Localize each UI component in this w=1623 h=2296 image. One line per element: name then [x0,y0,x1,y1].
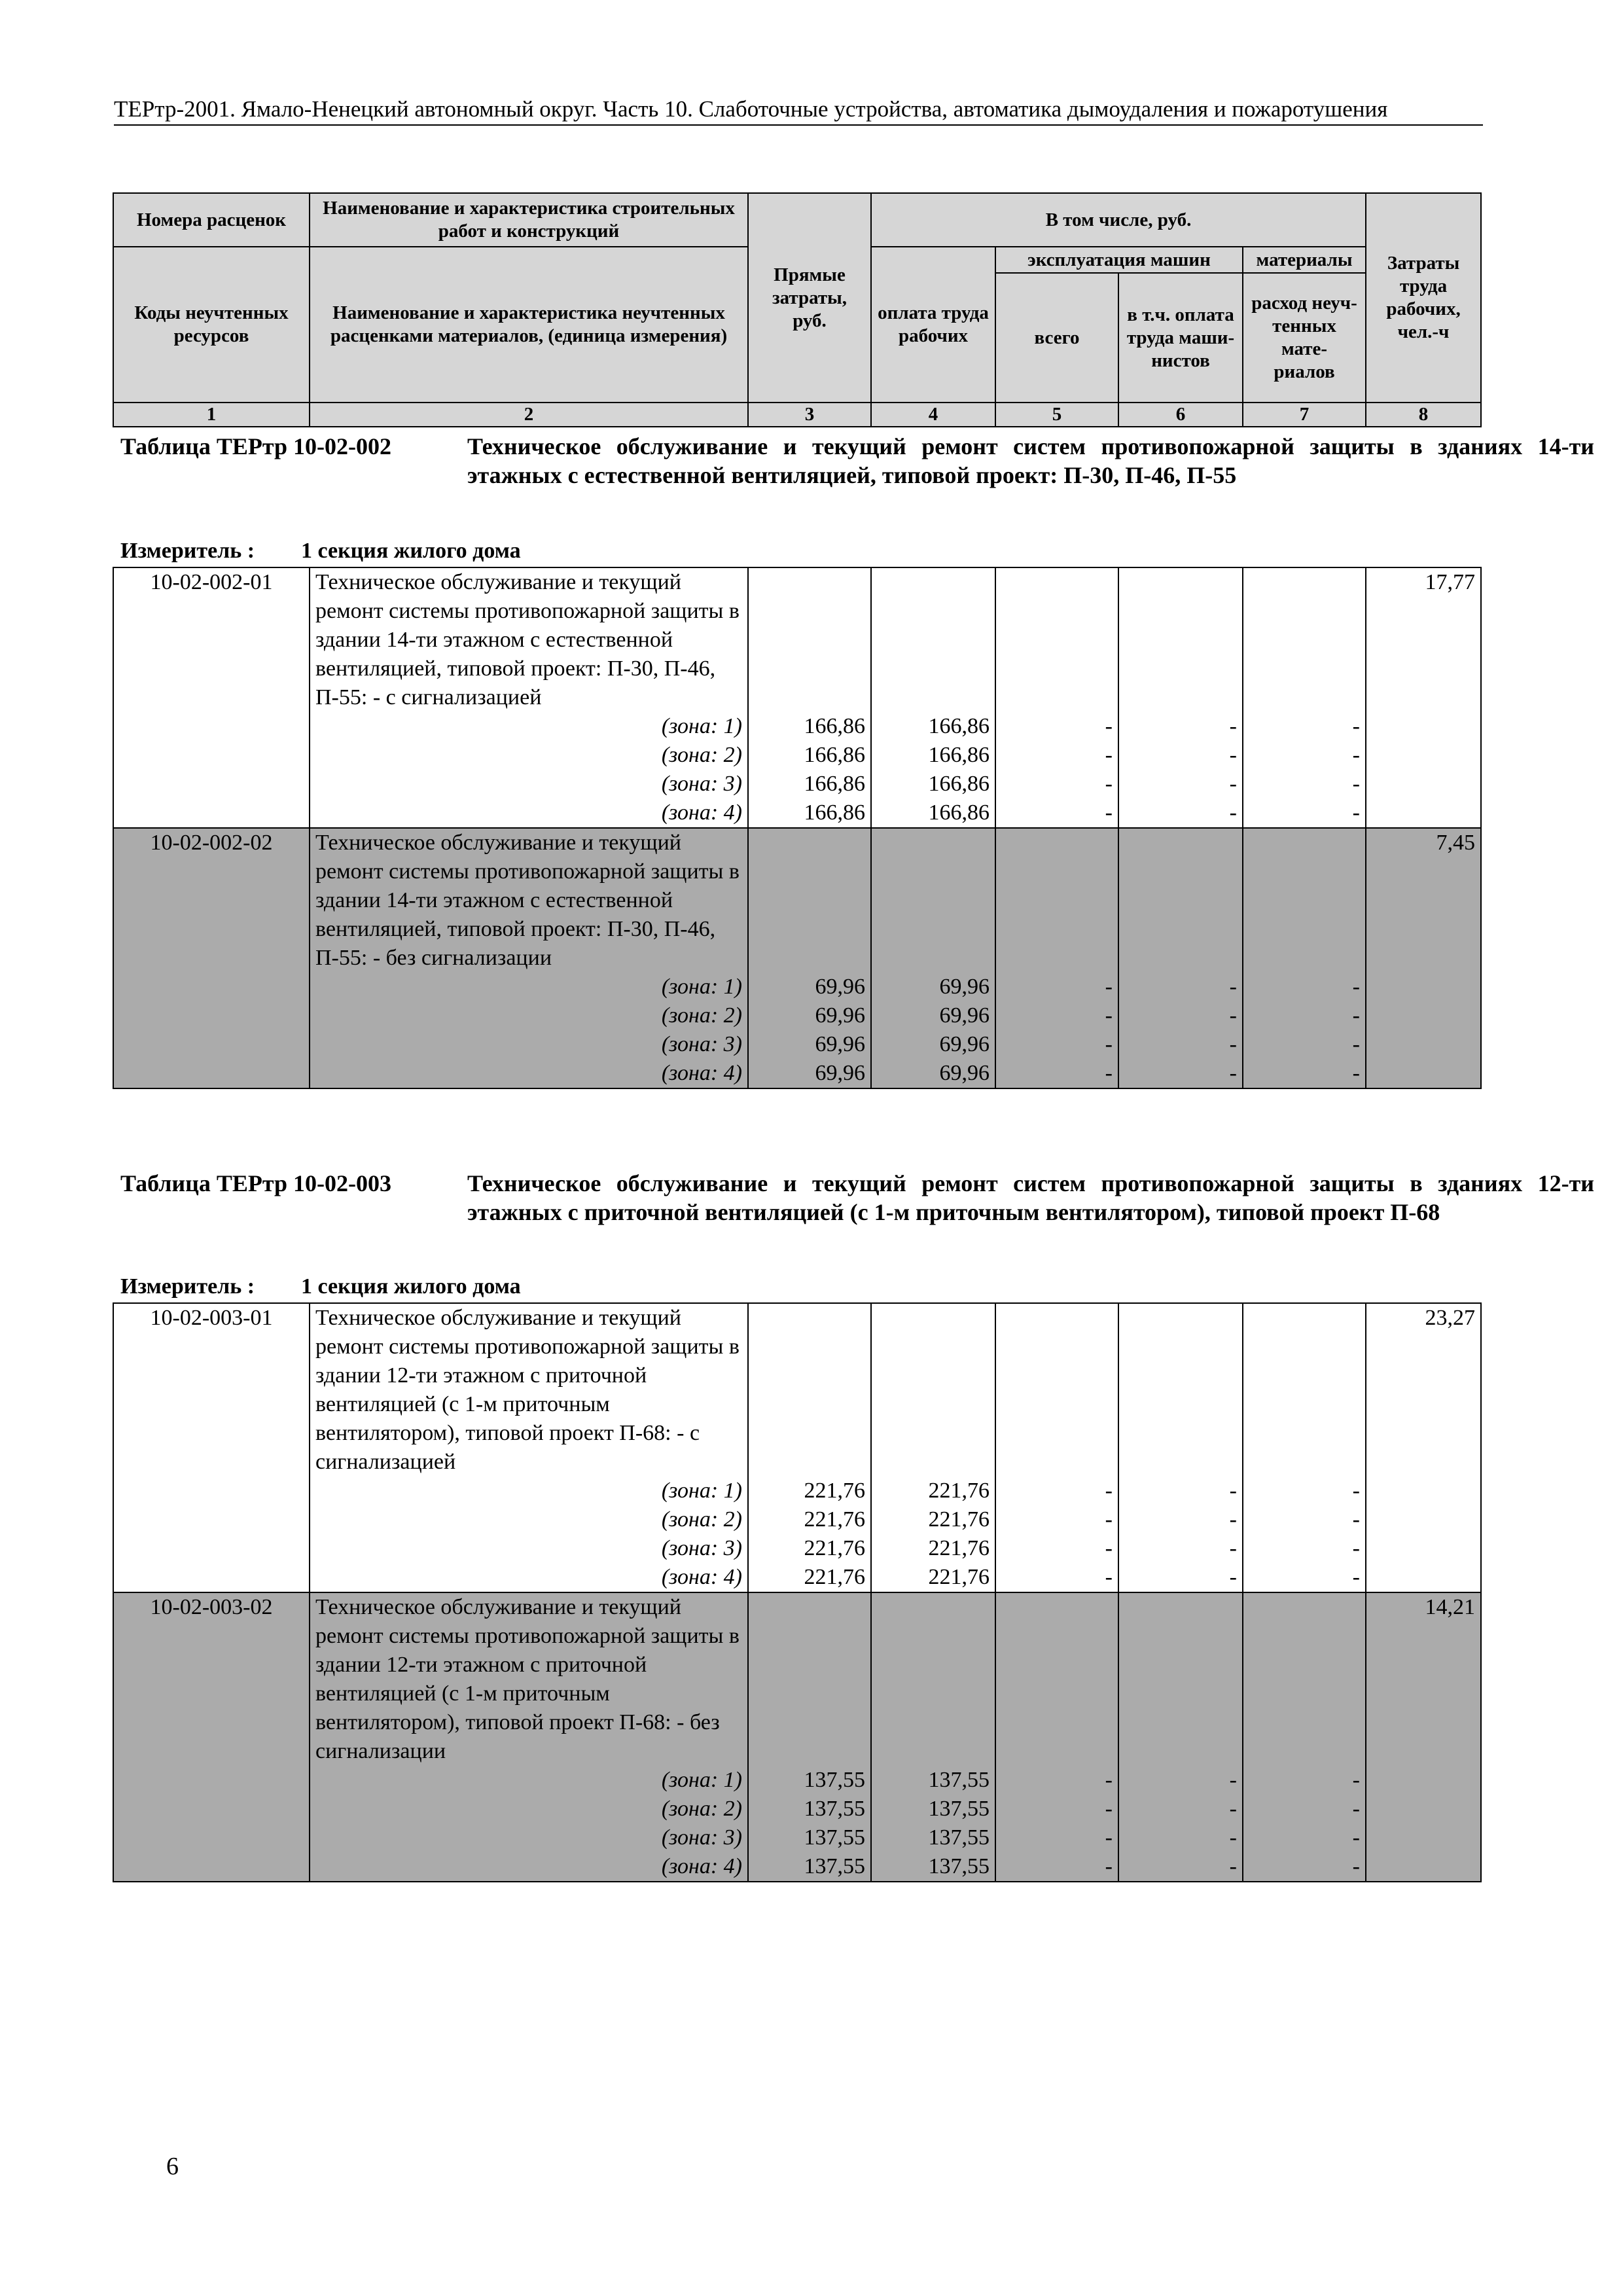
header-materials: материалы [1243,247,1366,273]
zone-label: (зона: 3) [310,770,748,798]
rate-code: 10-02-003-02 [113,1592,310,1766]
zone-label: (зона: 2) [310,1505,748,1534]
unit-value: 1 секция жилого дома [301,1274,521,1299]
header-machines: эксплуатация машин [995,247,1243,273]
zone-label: (зона: 3) [310,1030,748,1059]
zone-label: (зона: 3) [310,1534,748,1563]
direct-cost: 221,76 [748,1505,871,1534]
zone-row [113,1795,1481,1823]
labor-cost: 7,45 [1366,828,1481,973]
direct-cost: 69,96 [748,1059,871,1088]
column-number: 7 [1243,403,1366,427]
worker-wages: 137,55 [871,1766,995,1795]
direct-cost: 166,86 [748,798,871,828]
unit-line [120,538,521,564]
direct-cost: 137,55 [748,1823,871,1852]
machinist-wages: - [1118,1823,1243,1852]
unaccounted-materials: - [1243,798,1366,828]
page-header: ТЕРтр-2001. Ямало-Ненецкий автономный округ. Часть 10. Слаботочные устройства, автоматика дымоудаления и пожаротушения [114,96,1483,126]
rate-row [113,1592,1481,1766]
worker-wages: 166,86 [871,770,995,798]
zone-label: (зона: 1) [310,973,748,1001]
zone-label: (зона: 2) [310,741,748,770]
machines-total: - [995,1795,1118,1823]
table-description: Техническое обслуживание и текущий ремонт систем противопожарной защиты в зданиях 12-ти этажных с приточной вентиляцией (с 1-м приточным вентилятором), типовой проект П-68 [467,1170,1594,1225]
column-number: 4 [871,403,995,427]
machinist-wages: - [1118,1030,1243,1059]
worker-wages: 69,96 [871,1059,995,1088]
unit-label: Измеритель : [120,539,255,563]
machines-total: - [995,1505,1118,1534]
zone-label: (зона: 4) [310,1563,748,1592]
header-rate-numbers: Номера расценок [113,193,310,247]
unaccounted-materials: - [1243,712,1366,741]
direct-cost: 166,86 [748,712,871,741]
unaccounted-materials: - [1243,973,1366,1001]
zone-row [113,1059,1481,1088]
worker-wages: 69,96 [871,1001,995,1030]
worker-wages: 137,55 [871,1795,995,1823]
rates-table [113,567,1482,1089]
page-number: 6 [166,2153,179,2180]
worker-wages: 221,76 [871,1534,995,1563]
labor-cost: 23,27 [1366,1303,1481,1477]
column-header-table [113,192,1482,427]
rate-row [113,1303,1481,1477]
machinist-wages: - [1118,1852,1243,1882]
unaccounted-materials: - [1243,1852,1366,1882]
machinist-wages: - [1118,1795,1243,1823]
column-number: 2 [310,403,748,427]
worker-wages: 166,86 [871,798,995,828]
machinist-wages: - [1118,1001,1243,1030]
direct-cost: 221,76 [748,1563,871,1592]
unaccounted-materials: - [1243,770,1366,798]
rate-code: 10-02-002-02 [113,828,310,973]
unaccounted-materials: - [1243,1059,1366,1088]
machinist-wages: - [1118,1059,1243,1088]
machines-total: - [995,712,1118,741]
worker-wages: 69,96 [871,973,995,1001]
zone-row [113,1823,1481,1852]
machines-total: - [995,1001,1118,1030]
zone-label: (зона: 4) [310,1059,748,1088]
machines-total: - [995,1477,1118,1505]
header-work-name: Наименование и характеристика строительных работ и конструкций [310,193,748,247]
worker-wages: 69,96 [871,1030,995,1059]
rates-table [113,1302,1482,1882]
header-direct-costs: Прямые затраты, руб. [748,193,871,403]
machinist-wages: - [1118,1505,1243,1534]
zone-row [113,1477,1481,1505]
worker-wages: 137,55 [871,1823,995,1852]
unit-value: 1 секция жилого дома [301,539,521,563]
zone-row [113,1766,1481,1795]
zone-label: (зона: 2) [310,1001,748,1030]
column-number: 3 [748,403,871,427]
labor-cost: 14,21 [1366,1592,1481,1766]
header-resource-codes: Коды неучтенных ресурсов [113,247,310,403]
zone-label: (зона: 4) [310,798,748,828]
rate-code: 10-02-003-01 [113,1303,310,1477]
zone-row [113,1001,1481,1030]
zone-row [113,973,1481,1001]
worker-wages: 221,76 [871,1563,995,1592]
zone-row [113,1030,1481,1059]
rate-row [113,567,1481,712]
unaccounted-materials: - [1243,1766,1366,1795]
worker-wages: 166,86 [871,712,995,741]
labor-cost: 17,77 [1366,567,1481,712]
machinist-wages: - [1118,1477,1243,1505]
direct-cost: 137,55 [748,1795,871,1823]
machines-total: - [995,1059,1118,1088]
machines-total: - [995,1563,1118,1592]
zone-row [113,798,1481,828]
worker-wages: 166,86 [871,741,995,770]
machinist-wages: - [1118,973,1243,1001]
machines-total: - [995,973,1118,1001]
rate-name: Техническое обслуживание и текущий ремонт системы противопожарной защиты в здании 14-ти этажном с естественной вентиляцией, типовой проект: П-30, П-46, П-55: - без сигнализации [310,828,748,973]
column-number: 8 [1366,403,1481,427]
unaccounted-materials: - [1243,1030,1366,1059]
zone-row [113,712,1481,741]
zone-label: (зона: 4) [310,1852,748,1882]
column-number: 6 [1118,403,1243,427]
rate-code: 10-02-002-01 [113,567,310,712]
direct-cost: 137,55 [748,1766,871,1795]
header-unaccounted-materials: расход неуч- тенных мате- риалов [1243,273,1366,403]
zone-label: (зона: 1) [310,1766,748,1795]
header-labor-costs: Затраты труда рабочих, чел.-ч [1366,193,1481,403]
unaccounted-materials: - [1243,1795,1366,1823]
unaccounted-materials: - [1243,1534,1366,1563]
rate-name: Техническое обслуживание и текущий ремонт системы противопожарной защиты в здании 12-ти этажном с приточной вентиляцией (с 1-м приточным вентилятором), типовой проект П-68: - без сигнализации [310,1592,748,1766]
direct-cost: 166,86 [748,741,871,770]
machines-total: - [995,1852,1118,1882]
table-name: Таблица ТЕРтр 10-02-002 [120,433,392,459]
zone-label: (зона: 3) [310,1823,748,1852]
zone-row [113,1563,1481,1592]
worker-wages: 137,55 [871,1852,995,1882]
unaccounted-materials: - [1243,1563,1366,1592]
machinist-wages: - [1118,1534,1243,1563]
machines-total: - [995,741,1118,770]
direct-cost: 166,86 [748,770,871,798]
column-number: 1 [113,403,310,427]
worker-wages: 221,76 [871,1477,995,1505]
direct-cost: 69,96 [748,1001,871,1030]
machines-total: - [995,1534,1118,1563]
header-including: В том числе, руб. [871,193,1366,247]
rate-name: Техническое обслуживание и текущий ремонт системы противопожарной защиты в здании 14-ти этажном с естественной вентиляцией, типовой проект: П-30, П-46, П-55: - с сигнализацией [310,567,748,712]
unit-label: Измеритель : [120,1274,255,1299]
unaccounted-materials: - [1243,1001,1366,1030]
machines-total: - [995,1766,1118,1795]
machinist-wages: - [1118,770,1243,798]
machinist-wages: - [1118,741,1243,770]
header-machines-total: всего [995,273,1118,403]
zone-label: (зона: 1) [310,712,748,741]
unaccounted-materials: - [1243,1477,1366,1505]
zone-row [113,1505,1481,1534]
header-machinist-wages: в т.ч. оплата труда маши- нистов [1118,273,1243,403]
rate-name: Техническое обслуживание и текущий ремонт системы противопожарной защиты в здании 12-ти этажном с приточной вентиляцией (с 1-м приточным вентилятором), типовой проект П-68: - с сигнализацией [310,1303,748,1477]
zone-row [113,770,1481,798]
worker-wages: 221,76 [871,1505,995,1534]
zone-row [113,741,1481,770]
machinist-wages: - [1118,798,1243,828]
unaccounted-materials: - [1243,741,1366,770]
machines-total: - [995,798,1118,828]
machines-total: - [995,1030,1118,1059]
machines-total: - [995,1823,1118,1852]
zone-row [113,1852,1481,1882]
direct-cost: 221,76 [748,1534,871,1563]
column-number: 5 [995,403,1118,427]
table-name: Таблица ТЕРтр 10-02-003 [120,1170,392,1196]
direct-cost: 69,96 [748,1030,871,1059]
rate-row [113,828,1481,973]
machinist-wages: - [1118,712,1243,741]
zone-row [113,1534,1481,1563]
machinist-wages: - [1118,1766,1243,1795]
direct-cost: 221,76 [748,1477,871,1505]
machinist-wages: - [1118,1563,1243,1592]
table-description: Техническое обслуживание и текущий ремонт систем противопожарной защиты в зданиях 14-ти этажных с естественной вентиляцией, типовой проект: П-30, П-46, П-55 [467,433,1594,488]
header-wages: оплата труда рабочих [871,247,995,403]
direct-cost: 69,96 [748,973,871,1001]
direct-cost: 137,55 [748,1852,871,1882]
unit-line [120,1274,521,1300]
unaccounted-materials: - [1243,1505,1366,1534]
machines-total: - [995,770,1118,798]
zone-label: (зона: 1) [310,1477,748,1505]
unaccounted-materials: - [1243,1823,1366,1852]
zone-label: (зона: 2) [310,1795,748,1823]
header-material-name: Наименование и характеристика неучтенных расценками материалов, (единица измерения) [310,247,748,403]
